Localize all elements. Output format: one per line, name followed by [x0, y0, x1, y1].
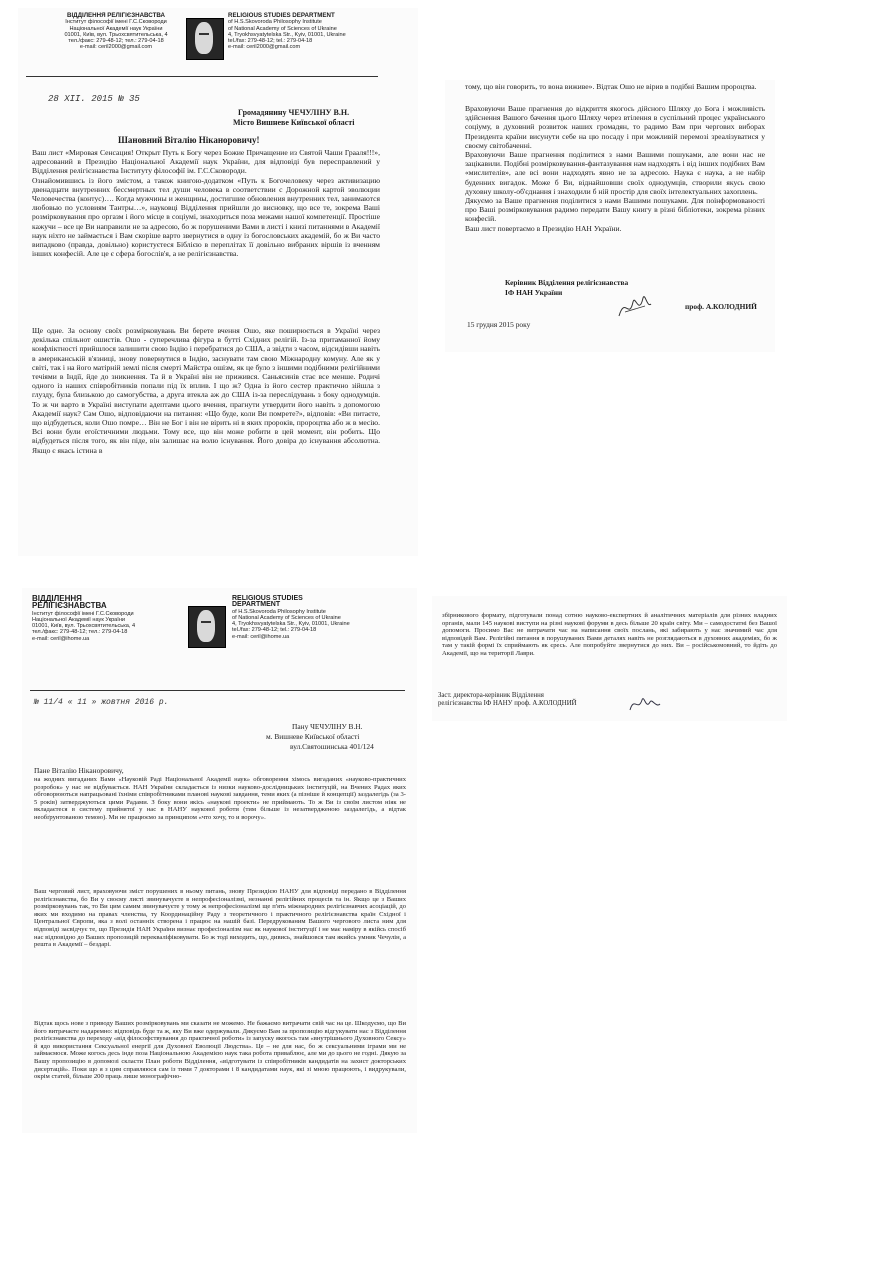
lh-line: 01001, Київ, вул. Трьохсвятительська, 4: [32, 623, 136, 630]
letterhead-left: [46, 13, 186, 51]
lh-line: 01001, Київ, вул. Трьохсвятительська, 4: [64, 31, 168, 38]
addressee-city: м. Вишневе Київської області: [266, 732, 360, 741]
lh-line: тел./факс: 279-48-12; тел.: 279-04-18: [32, 629, 128, 636]
lh-line: Інститут філософії імені Г.С.Сковороди: [65, 19, 167, 26]
letter-body-continuation: збірникового формату, підготували понад сотню науково-експертних й аналітичних матеріалів для різних владних органів, мали 145 наукові виступи на різні наукові форуми в десь більше 20 країн світу. Ми – самодостатні без Вашої допомоги. Просимо Вас не витрачати час на написання своїх послань, які забирають у нас значимий час для відповідей Вам. Релігійні питання в порушуваних Вами деталях навіть не розглядаються в духовних академіях, бо ж там у такій формі їх сприймають як єресь. Але попробуйте звернутися до них. Ви – російськомовний, то йдіть до Академії, що на території Лаври.: [442, 612, 777, 657]
letter-date: 15 грудня 2015 року: [467, 320, 531, 329]
lh-email: e-mail: ceril2000@gmail.com: [228, 44, 301, 51]
dept-title: ВІДДІЛЕННЯ РЕЛІГІЄЗНАВСТВА: [66, 12, 165, 19]
dept-title-en: RELIGIOUS STUDIES DEPARTMENT: [228, 12, 335, 19]
outgoing-ref: № 11/4 « 11 » жовтня 2016 р.: [34, 698, 169, 707]
dept-title: РЕЛІГІЄЗНАВСТВА: [32, 601, 107, 611]
letter-body-part1: Ваш лист «Мировая Сенсация! Открыт Путь к Богу через Божие Причащение из Святой Чаши Грааля!!!», адресований в Президію Національної Академії наук України, для відповіді був пересправлений у Відділення релігієзнавства Інституту філософії ім. Г.С.Сковороди. Ознайомившись із його змістом, а також книгою-додатком «Путь к Богочеловеку через активизацию двенадцати внутренних бессмертных тел души человека в соответствии с Дорожной картой эволюции Человечества (контус)…. Когда мужчины и женщины, достигшие обновления внутренних тел, занимаются любовью по условиям Тантры…», науковці Відділення прийшли до висновку, що все те, зокрема Ваші розмірковування про оргазм і його місце в соціумі, знаходиться поза межами нашої компетенції. Простіше кажучи – все це Ви направили не за адресою, бо ж порушеними Вами в листі і книзі питаннями в Академії наук ніхто не займається і Вам скоріше варто звернутися в одну із богословських академій, бо ж Ви часто випадково (правда, довільно) користуєтеся Біблією в переплітах її довільно вибраних віршів із вченням інших конфесій. Але це є сфера богослів'я, а не релігієзнавства.: [32, 148, 380, 259]
letter-body-part3: Відтак щось нове з приводу Ваших розмірковувань ми сказати не можемо. Не бажаємо витрачати свій час на це. Шкодуємо, що Ви його витрачаєте надаремно: відповідь буде та ж, яку Ви вже одержували. Дякуємо Вам за пропозицію відгукувати нас з Відділення релігієзнавства до переходу «від філософствування до практичної роботи» із запуску якогось там «внутрішнього Духовного Сексу» й ядо використання Сексуальної енергії для Духовної Еволюції Людства». Це – не для нас, бо ж сексуальними іграми ми не займаємося. Може когось десь інде поза Національною Академією наук така робота приваблює, але ми до цього не годні. Дякую за Вашу пропозицію в допомозі скласти План роботи Відділення, «відготувати із співробітників кандидатів на захист докторських дисертацій». Поки що я з цим справляюся сам із тими 7 докторами і 8 кандидатами наук, які зі мною працюють, і видрукували, окрім статей, більше 200 праць лише монографічно-: [34, 1020, 406, 1081]
signatory-institute: ІФ НАН України: [505, 288, 563, 297]
signatory-title: Заст. директора-керівник Відділення: [438, 692, 544, 699]
lh-line: 4, Tryokhsvyatytelska Str., Kyiv, 01001, Ukraine: [228, 31, 346, 38]
addressee-street: вул.Святошинська 401/124: [290, 742, 374, 751]
lh-line: of National Academy of Sciences of Ukraine: [228, 25, 337, 32]
letter-body-part2: Ще одне. За основу своїх розмірковувань Ви берете вчення Ошо, яке поширюється в Україні через декілька спільнот ошистів. Ошо - суперечлива фігура в бутті Східних релігій. Із-за притаманної йому конфліктності прийшлося залишити свою Індію і перебратися до США, а звідти з часом, відсидівши навіть в американській в'язниці, знову повернутися в Індію, заснувати там свою Міжнародну комуну. Але як у світі, так і на його матірній землі після смерті Майстра ошізм, як це було з іншими подібними релігійними течіями в Індії, йде до зникнення. Та й в Україні він не прижився. Саньясинів стає все менше. Родичі одного із наших співробітників попали під їх вплив. І що ж? Одна із його сестер практично зійшла з глузду, була близькою до самогубства, а друга втекла аж до США із-за переслідувань з боку однодумців. То ж чи варто в Україні виступати адептами цього вчення, прагнути утвердити його навіть з допомогою Академії наук? Сам Ошо, відповідаючи на питання: «Що буде, коли Ви помрете?», відповів: «Ви питаєте, що відбудеться, коли Ошо помре… Він не Бог і він не вірить ні в яких пророків, пророцтва або ж в месію. Всі вони були егоїстичними людьми. Тому все, що він може робити в цей момент, він робить. Що відбудеться після того, як він піде, він залишає на волю існування. Його довіра до існування абсолютна. Якщо є якась істина в: [32, 326, 380, 455]
lh-line: tel./fax: 279-48-12; tel.: 279-04-18: [232, 627, 317, 634]
letter-body-closing: Враховуючи Ваше прагнення до відкриття якогось дійсного Шляху до Бога і можливість здійснення Вашого бачення цього Шляху через втілення в суспільний процес українського соціуму, в духовний розвиток наших громадян, то радимо Вам при чергових виборах Президента країни висунути себе на цю посаду і при можливій перемозі зреалізуватися у своєму світобаченні. Враховуючи Ваше прагнення поділитися з нами Вашими пошуками, але вони нас не зацікавили. Подібні розмірковування-фантазування нам надходять і від інших подібних Вам «мислителів», але всі вони надходять явно не за адресою. Наука є наука, а не набір буденних вигадок. Може б Ви, віднайшовши своїх однодумців, створили якусь свою духовну школу-об'єднання і знаходили б ній простір для своїх інтелектуальних захоплень. Дякуємо за Ваше прагнення поділитися з нами Вашими пошуками. Для поінформованості про Ваші розмірковування радимо передати Вашу книгу в різні бібліотеки, зокрема різних конфесій. Ваш лист повертаємо в Президію НАН України.: [465, 104, 765, 233]
handwritten-signature: [615, 286, 655, 326]
skovoroda-portrait-emblem: [188, 606, 226, 648]
skovoroda-portrait-emblem: [186, 18, 224, 60]
lh-line: tel./fax: 279-48-12; tel.: 279-04-18: [228, 38, 313, 45]
letter1-page2: [445, 80, 775, 352]
lh-line: of National Academy of Sciences of Ukraine: [232, 614, 341, 621]
letterhead-rule: [26, 76, 378, 77]
letter2-page1: [22, 588, 417, 1133]
dept-title-en: DEPARTMENT: [232, 601, 281, 609]
addressee-name: Пану ЧЕЧУЛІНУ В.Н.: [292, 722, 363, 731]
signatory-name: релігієзнавства ІФ НАНУ проф. А.КОЛОДНИЙ: [438, 700, 577, 707]
letterhead-rule: [30, 690, 405, 691]
signatory-name: проф. А.КОЛОДНИЙ: [685, 302, 757, 311]
letterhead-left: [32, 596, 174, 642]
outgoing-ref-handwritten: 28 XII. 2015 № 35: [48, 94, 140, 104]
lh-line: тел./факс: 279-48-12; тел.: 279-04-18: [68, 38, 164, 45]
lh-line: Національної Академії наук України: [32, 616, 126, 623]
lh-line: 4, Tryokhsvyatytelska Str., Kyiv, 01001, Ukraine: [232, 621, 350, 628]
letter-body-continuation: тому, що він говорить, то вона виживе». Відтак Ошо не вірив в подібні Вашим пророцтва.: [465, 82, 757, 91]
lh-line: of H.S.Skovoroda Philosophy Institute: [232, 608, 326, 615]
letter1-page1: [18, 8, 418, 556]
lh-email: e-mail: ceril2000@gmail.com: [79, 44, 153, 51]
greeting: Пане Віталію Ніканоровичу,: [34, 766, 124, 775]
letter-body-part2: Ваш черговий лист, враховуючи зміст порушених в ньому питань, знову Президією НАНУ для відповіді передано в Відділення релігієзнавства, бо Ви у своєму листі звинувачуєте в непрофесіоналізмі, незнанні релігійних процесів та ін. Якщо це з Ваших розмірковувань так, то Ви цим самим звинувачуєте у тому ж непрофесіоналізмі ще п'ять міжнародних релігієзнавчих асоціацій, до яких ми входимо на правах членства, ту Координаційну Раду з теоретичного і практичного релігієзнавства країн Східної і Центральної Європи, яка з волі останніх створена і працює на нашій базі. Передрукованим Вашого чергового листа ним для відповіді засвідчує те, що Президія НАН України визнає професіоналізм нас як наукової інституції і не має наміру в якійсь спосіб нас відповідно до Ваших пропозицій перекваліфіковувати. Бо ж тоді виходить, що, дивись, знайшовся там якийсь умник Чечулін, а решта в Академії – бездарі.: [34, 888, 406, 949]
lh-email: e-mail: ceril@ihome.ua: [32, 635, 90, 642]
greeting: Шановний Віталію Ніканоровичу!: [118, 135, 260, 145]
addressee-name: Громадянину ЧЕЧУЛІНУ В.Н.: [238, 108, 350, 117]
addressee-city: Місто Вишневе Київської області: [233, 118, 355, 127]
dept-title-en: RELIGIOUS STUDIES: [232, 595, 303, 602]
letterhead-right: [232, 596, 392, 640]
letterhead-right: [228, 13, 378, 51]
dept-title: ВІДДІЛЕННЯ: [32, 594, 82, 603]
handwritten-signature: [628, 692, 662, 716]
letter-body-part1: на жодних вигаданих Вами «Науковій Раді Національної Академії наук» обговорення хімось вигаданих «науково-практичних розробок» у нас не відбувається. НАН України складається із низки науково-дослідницьких інституцій, на Вчених Радах яких обговорюються напрацьовані їхніми співробітниками планові наукові завдання, теми яких (а пізніше й концепції) заздалегідь (за 3-5 років) затверджуються цими Радами. З боку вони якісь «наукові проекти» не приймають. То ж Ви із своїм листом ніяк не вкладаєтеся в систему прийнятої у нас в НАНУ наукової роботи (тим більше із незатвердженою заздалегідь, а відтак необґрунтованою темою). Ми не працюємо за принципом «что хочу, то и ворочу».: [34, 776, 406, 821]
signatory-title: Керівник Відділення релігієзнавства: [505, 278, 629, 287]
lh-line: Національної Академії наук України: [69, 25, 163, 32]
lh-email: e-mail: ceril@ihome.ua: [232, 633, 290, 640]
letter2-page2: [432, 596, 787, 721]
lh-line: Інститут філософії імені Г.С.Сковороди: [32, 610, 134, 617]
lh-line: of H.S.Skovoroda Philosophy Institute: [228, 19, 322, 26]
